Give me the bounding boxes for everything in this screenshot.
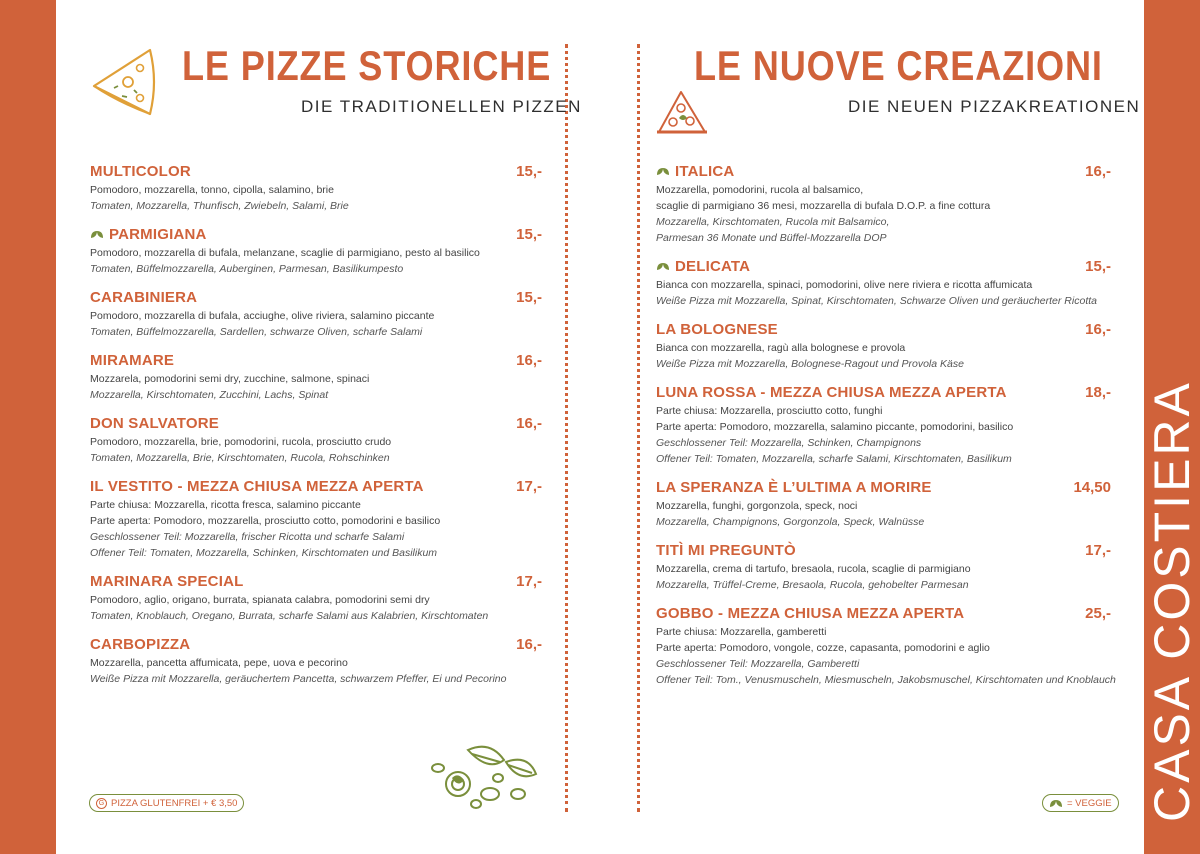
- menu-item-price: 18,-: [1085, 383, 1111, 401]
- menu-item-ingredients-it: Parte aperta: Pomodoro, mozzarella, prosciutto cotto, pomodorini e basilico: [90, 515, 441, 527]
- menu-item-ingredients-it: Pomodoro, aglio, origano, burrata, spianata calabra, pomodorini semi dry: [90, 594, 430, 606]
- leaf-icon: [656, 262, 670, 271]
- menu-item-ingredients-it: Mozzarella, pancetta affumicata, pepe, uova e pecorino: [90, 657, 348, 669]
- menu-item-ingredients-de: Tomaten, Knoblauch, Oregano, Burrata, scharfe Salami aus Kalabrien, Kirschtomaten: [90, 610, 489, 622]
- menu-item: [656, 160, 1111, 246]
- menu-item-name: [656, 384, 1007, 401]
- leaf-icon: [1049, 799, 1063, 808]
- section-subtitle-creazioni: DIE NEUEN PIZZAKREATIONEN: [848, 97, 1141, 116]
- menu-item-ingredients-de: Tomaten, Büffelmozzarella, Sardellen, schwarze Oliven, scharfe Salami: [90, 326, 423, 338]
- pizza-slice-icon: [88, 44, 160, 120]
- menu-item: [90, 223, 542, 277]
- pizza-slice-icon: [655, 88, 709, 136]
- menu-item-ingredients-it: Parte chiusa: Mozzarella, prosciutto cotto, funghi: [656, 405, 883, 417]
- menu-item-name: [90, 289, 197, 306]
- menu-item-header: [90, 286, 542, 308]
- menu-item-ingredients-de: Offener Teil: Tom., Venusmuscheln, Miesmuscheln, Jakobsmuschel, Kirschtomaten und Knoblauch: [656, 674, 1116, 686]
- menu-item-ingredients-de: Geschlossener Teil: Mozzarella, Schinken, Champignons: [656, 437, 922, 449]
- menu-item-header: [656, 255, 1111, 277]
- dotted-divider-left: [565, 44, 568, 812]
- menu-item-ingredients-it: Parte chiusa: Mozzarella, gamberetti: [656, 626, 827, 638]
- menu-item-price: 17,-: [1085, 541, 1111, 559]
- menu-item-name: [90, 636, 190, 653]
- menu-item-ingredients-it: Parte aperta: Pomodoro, vongole, cozze, capasanta, pomodorini e aglio: [656, 642, 990, 654]
- menu-item: [656, 539, 1111, 593]
- menu-item-name-text: IL VESTITO - MEZZA CHIUSA MEZZA APERTA: [90, 477, 424, 495]
- menu-item-ingredients-it: Mozzarella, funghi, gorgonzola, speck, noci: [656, 500, 858, 512]
- menu-item: [90, 286, 542, 340]
- leaf-icon: [656, 167, 670, 176]
- menu-item-header: [90, 223, 542, 245]
- menu-item-name: [656, 258, 750, 275]
- veggie-legend-badge: [1042, 794, 1119, 812]
- menu-item-header: [90, 160, 542, 182]
- basil-tomato-illustration: [428, 742, 542, 812]
- menu-item-ingredients-de: Parmesan 36 Monate und Büffel-Mozzarella DOP: [656, 232, 887, 244]
- menu-item-header: [90, 475, 542, 497]
- menu-item-name-text: GOBBO - MEZZA CHIUSA MEZZA APERTA: [656, 604, 965, 622]
- menu-item-ingredients-it: scaglie di parmigiano 36 mesi, mozzarella di bufala D.O.P. a fine cottura: [656, 200, 991, 212]
- menu-item-name-text: LA SPERANZA È L’ULTIMA A MORIRE: [656, 478, 932, 496]
- menu-item-header: [656, 476, 1111, 498]
- menu-item-name-text: LA BOLOGNESE: [656, 320, 778, 338]
- section-subtitle-storiche: DIE TRADITIONELLEN PIZZEN: [301, 97, 582, 116]
- menu-item-header: [90, 633, 542, 655]
- menu-item-name-text: PARMIGIANA: [109, 225, 207, 243]
- menu-item-ingredients-de: Mozzarella, Trüffel-Creme, Bresaola, Rucola, gehobelter Parmesan: [656, 579, 969, 591]
- menu-item: [656, 318, 1111, 372]
- menu-item: [90, 475, 542, 561]
- menu-item-ingredients-it: Bianca con mozzarella, ragù alla bolognese e provola: [656, 342, 906, 354]
- menu-item-price: 15,-: [516, 162, 542, 180]
- menu-item-header: [90, 570, 542, 592]
- menu-item-ingredients-de: Offener Teil: Tomaten, Mozzarella, scharfe Salami, Kirschtomaten, Basilikum: [656, 453, 1012, 465]
- menu-item-price: 16,-: [1085, 320, 1111, 338]
- menu-item-header: [656, 539, 1111, 561]
- menu-item-name: [90, 478, 424, 495]
- menu-item: [90, 412, 542, 466]
- menu-item-name: [656, 605, 964, 622]
- menu-item-price: 17,-: [516, 477, 542, 495]
- menu-item-ingredients-de: Mozzarella, Kirschtomaten, Rucola mit Balsamico,: [656, 216, 890, 228]
- menu-item: [90, 633, 542, 687]
- menu-item-name-text: LUNA ROSSA - MEZZA CHIUSA MEZZA APERTA: [656, 383, 1007, 401]
- menu-item-price: 16,-: [516, 351, 542, 369]
- menu-column-left: [90, 160, 542, 696]
- menu-item-price: 25,-: [1085, 604, 1111, 622]
- menu-item-name: [90, 226, 207, 243]
- menu-item-name-text: DELICATA: [675, 257, 751, 275]
- menu-item-name-text: TITÌ MI PREGUNTÒ: [656, 541, 796, 559]
- menu-item-name: [90, 573, 243, 590]
- leaf-icon: [90, 230, 104, 239]
- menu-item-name: [656, 542, 796, 559]
- menu-item-header: [656, 602, 1111, 624]
- menu-item-ingredients-it: Pomodoro, mozzarella, brie, pomodorini, rucola, prosciutto crudo: [90, 436, 392, 448]
- menu-item-name: [90, 415, 219, 432]
- menu-item-price: 17,-: [516, 572, 542, 590]
- menu-item-ingredients-it: Mozzarela, pomodorini semi dry, zucchine, salmone, spinaci: [90, 373, 370, 385]
- menu-item-name-text: DON SALVATORE: [90, 414, 219, 432]
- veggie-legend-label: = VEGGIE: [1067, 797, 1112, 809]
- menu-item-name: [656, 163, 734, 180]
- menu-item-name: [656, 479, 932, 496]
- menu-column-right: [656, 160, 1116, 697]
- menu-item: [90, 160, 542, 214]
- menu-item-name-text: MIRAMARE: [90, 351, 175, 369]
- menu-item-name: [90, 352, 174, 369]
- menu-item-header: [656, 318, 1111, 340]
- menu-item-ingredients-it: Bianca con mozzarella, spinaci, pomodorini, olive nere riviera e ricotta affumicata: [656, 279, 1033, 291]
- menu-item-price: 15,-: [516, 288, 542, 306]
- menu-item-ingredients-it: Pomodoro, mozzarella di bufala, acciughe, olive riviera, salamino piccante: [90, 310, 435, 322]
- menu-item-ingredients-de: Tomaten, Mozzarella, Brie, Kirschtomaten, Rucola, Rohschinken: [90, 452, 390, 464]
- menu-item-name-text: CARABINIERA: [90, 288, 198, 306]
- left-orange-band: [0, 0, 56, 854]
- menu-item-header: [90, 349, 542, 371]
- menu-item-price: 16,-: [516, 635, 542, 653]
- gluten-free-label: PIZZA GLUTENFREI + € 3,50: [111, 797, 238, 809]
- menu-item-price: 16,-: [1085, 162, 1111, 180]
- menu-item: [656, 476, 1111, 530]
- menu-item-ingredients-it: Mozzarella, pomodorini, rucola al balsamico,: [656, 184, 864, 196]
- menu-item: [656, 602, 1116, 688]
- menu-item-name-text: ITALICA: [675, 162, 735, 180]
- menu-item: [90, 570, 542, 624]
- menu-item-name: [656, 321, 778, 338]
- menu-item-ingredients-it: Pomodoro, mozzarella, tonno, cipolla, salamino, brie: [90, 184, 334, 196]
- menu-item-name-text: MARINARA SPECIAL: [90, 572, 244, 590]
- menu-item-ingredients-de: Mozzarella, Champignons, Gorgonzola, Speck, Walnüsse: [656, 516, 925, 528]
- gluten-free-badge: [89, 794, 244, 812]
- brand-name: CASA COSTIERA: [1144, 380, 1200, 822]
- section-title-creazioni: LE NUOVE CREAZIONI: [694, 42, 1103, 89]
- menu-item-ingredients-de: Weiße Pizza mit Mozzarella, geräuchertem Pancetta, schwarzem Pfeffer, Ei und Pecorino: [90, 673, 507, 685]
- section-title-storiche: LE PIZZE STORICHE: [182, 42, 552, 89]
- menu-item-header: [656, 160, 1111, 182]
- menu-item-ingredients-it: Parte aperta: Pomodoro, mozzarella, salamino piccante, pomodorini, basilico: [656, 421, 1014, 433]
- menu-item-ingredients-it: Mozzarella, crema di tartufo, bresaola, rucola, scaglie di parmigiano: [656, 563, 971, 575]
- menu-item: [656, 381, 1111, 467]
- menu-item-price: 14,50: [1073, 478, 1111, 496]
- menu-item-ingredients-it: Parte chiusa: Mozzarella, ricotta fresca, salamino piccante: [90, 499, 361, 511]
- menu-item-name: [90, 163, 191, 180]
- menu-item-price: 15,-: [516, 225, 542, 243]
- menu-item-ingredients-de: Geschlossener Teil: Mozzarella, Gamberetti: [656, 658, 860, 670]
- menu-item-ingredients-it: Pomodoro, mozzarella di bufala, melanzane, scaglie di parmigiano, pesto al basilico: [90, 247, 480, 259]
- menu-item: [656, 255, 1111, 309]
- gluten-free-icon: G: [96, 798, 107, 809]
- menu-item-name-text: CARBOPIZZA: [90, 635, 191, 653]
- menu-item-ingredients-de: Weiße Pizza mit Mozzarella, Bolognese-Ragout und Provola Käse: [656, 358, 964, 370]
- menu-item-price: 15,-: [1085, 257, 1111, 275]
- menu-item-ingredients-de: Tomaten, Büffelmozzarella, Auberginen, Parmesan, Basilikumpesto: [90, 263, 404, 275]
- menu-item-header: [656, 381, 1111, 403]
- menu-item-ingredients-de: Mozzarella, Kirschtomaten, Zucchini, Lachs, Spinat: [90, 389, 329, 401]
- menu-item-price: 16,-: [516, 414, 542, 432]
- menu-item-ingredients-de: Geschlossener Teil: Mozzarella, frischer Ricotta und scharfe Salami: [90, 531, 405, 543]
- menu-item-ingredients-de: Tomaten, Mozzarella, Thunfisch, Zwiebeln, Salami, Brie: [90, 200, 349, 212]
- brand-logo: [1144, 0, 1200, 854]
- dotted-divider-right: [637, 44, 640, 812]
- menu-item: [90, 349, 542, 403]
- menu-item-ingredients-de: Offener Teil: Tomaten, Mozzarella, Schinken, Kirschtomaten und Basilikum: [90, 547, 438, 559]
- menu-item-ingredients-de: Weiße Pizza mit Mozzarella, Spinat, Kirschtomaten, Schwarze Oliven und geräucherter Ricotta: [656, 295, 1097, 307]
- menu-item-header: [90, 412, 542, 434]
- menu-item-name-text: MULTICOLOR: [90, 162, 191, 180]
